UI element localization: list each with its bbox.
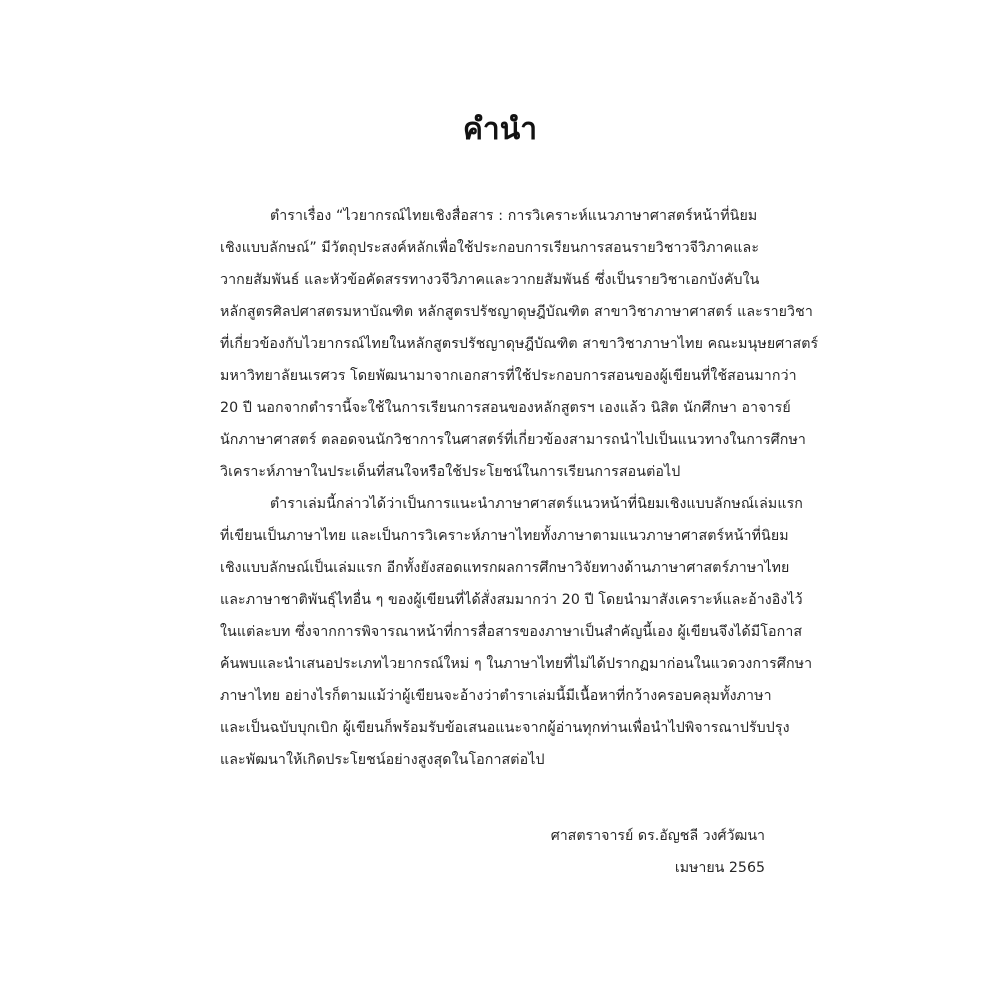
paragraph-2-line: ที่เขียนเป็นภาษาไทย และเป็นการวิเคราะห์ภาษาไทยทั้งภาษาตามแนวภาษาศาสตร์หน้าที่นิยม [220,528,789,544]
paragraph-1-line: นักภาษาศาสตร์ ตลอดจนนักวิชาการในศาสตร์ที่เกี่ยวข้องสามารถนำไปเป็นแนวทางในการศึกษา [220,432,806,448]
page-title: คำนำ [462,112,538,147]
paragraph-2-line: เชิงแบบลักษณ์เป็นเล่มแรก อีกทั้งยังสอดแทรกผลการศึกษาวิจัยทางด้านภาษาศาสตร์ภาษาไทย [220,560,790,576]
paragraph-2-line: และพัฒนาให้เกิดประโยชน์อย่างสูงสุดในโอกาสต่อไป [220,752,545,768]
paragraph-2-line: ภาษาไทย อย่างไรก็ตามแม้ว่าผู้เขียนจะอ้างว่าตำราเล่มนี้มีเนื้อหาที่กว้างครอบคลุมทั้งภาษา [220,688,772,704]
paragraph-2-line: และภาษาชาติพันธุ์ไทอื่น ๆ ของผู้เขียนที่ได้สั่งสมมากว่า 20 ปี โดยนำมาสังเคราะห์และอ้างอิงไว้ [220,592,803,608]
paragraph-1-line: หลักสูตรศิลปศาสตรมหาบัณฑิต หลักสูตรปรัชญาดุษฎีบัณฑิต สาขาวิชาภาษาศาสตร์ และรายวิชา [220,304,813,320]
author-signature: ศาสตราจารย์ ดร.อัญชลี วงศ์วัฒนา [550,828,765,844]
paragraph-1-line: ที่เกี่ยวข้องกับไวยากรณ์ไทยในหลักสูตรปรัชญาดุษฎีบัณฑิต สาขาวิชาภาษาไทย คณะมนุษยศาสตร์ [220,336,819,352]
paragraph-1-line: ตำราเรื่อง “ไวยากรณ์ไทยเชิงสื่อสาร : การวิเคราะห์แนวภาษาศาสตร์หน้าที่นิยม [270,208,758,224]
paragraph-2-line: ตำราเล่มนี้กล่าวได้ว่าเป็นการแนะนำภาษาศาสตร์แนวหน้าที่นิยมเชิงแบบลักษณ์เล่มแรก [270,496,803,512]
paragraph-1-line: วากยสัมพันธ์ และหัวข้อคัดสรรทางวจีวิภาคและวากยสัมพันธ์ ซึ่งเป็นรายวิชาเอกบังคับใน [220,272,760,288]
signature-date: เมษายน 2565 [674,860,765,876]
paragraph-1-line: วิเคราะห์ภาษาในประเด็นที่สนใจหรือใช้ประโยชน์ในการเรียนการสอนต่อไป [220,464,681,480]
paragraph-2-line: ค้นพบและนำเสนอประเภทไวยากรณ์ใหม่ ๆ ในภาษาไทยที่ไม่ได้ปรากฏมาก่อนในแวดวงการศึกษา [220,656,813,672]
paragraph-2-line: และเป็นฉบับบุกเบิก ผู้เขียนก็พร้อมรับข้อเสนอแนะจากผู้อ่านทุกท่านเพื่อนำไปพิจารณาปรับปรุง [220,720,790,736]
paragraph-1-line: มหาวิทยาลัยนเรศวร โดยพัฒนามาจากเอกสารที่ใช้ประกอบการสอนของผู้เขียนที่ใช้สอนมากว่า [220,368,797,384]
paragraph-1-line: 20 ปี นอกจากตำรานี้จะใช้ในการเรียนการสอนของหลักสูตรฯ เองแล้ว นิสิต นักศึกษา อาจารย์ [220,400,791,416]
paragraph-1-line: เชิงแบบลักษณ์” มีวัตถุประสงค์หลักเพื่อใช้ประกอบการเรียนการสอนรายวิชาวจีวิภาคและ [220,240,760,256]
paragraph-2-line: ในแต่ละบท ซึ่งจากการพิจารณาหน้าที่การสื่อสารของภาษาเป็นสำคัญนี้เอง ผู้เขียนจึงได้มีโอกาส [220,624,803,640]
